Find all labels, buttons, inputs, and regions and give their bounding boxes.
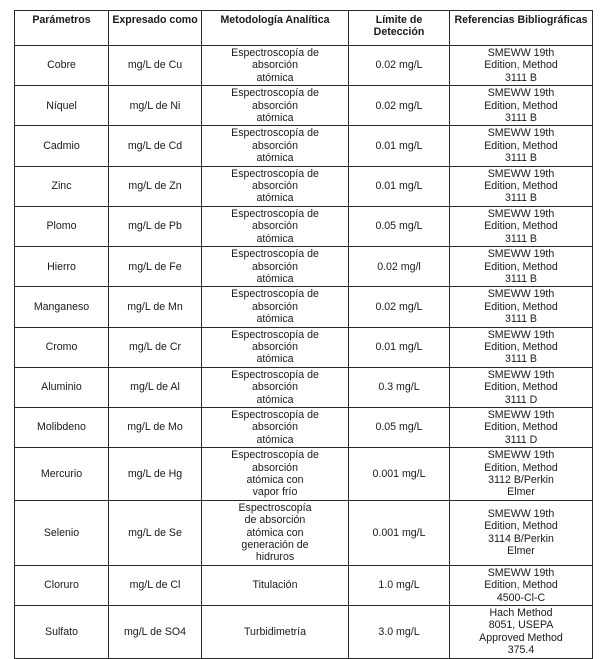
header-limite-deteccion: Límite de Detección bbox=[349, 11, 450, 46]
cell-expresado: mg/L de Mo bbox=[109, 407, 202, 447]
cell-metodologia: Espectroscopía de absorción atómica bbox=[202, 287, 349, 327]
cell-referencia: SMEWW 19th Edition, Method 3111 B bbox=[450, 166, 593, 206]
cell-metodologia: Espectroscopía de absorción atómica con vapor frío bbox=[202, 448, 349, 501]
cell-parametro: Cobre bbox=[15, 46, 109, 86]
header-expresado-como: Expresado como bbox=[109, 11, 202, 46]
cell-expresado: mg/L de Cl bbox=[109, 565, 202, 605]
cell-parametro: Níquel bbox=[15, 86, 109, 126]
header-parametros: Parámetros bbox=[15, 11, 109, 46]
table-row bbox=[15, 606, 593, 659]
cell-parametro: Molibdeno bbox=[15, 407, 109, 447]
cell-metodologia: Espectroscopía de absorción atómica bbox=[202, 86, 349, 126]
cell-expresado: mg/L de Fe bbox=[109, 247, 202, 287]
cell-limite: 0.02 mg/L bbox=[349, 86, 450, 126]
cell-limite: 0.02 mg/L bbox=[349, 287, 450, 327]
cell-parametro: Sulfato bbox=[15, 606, 109, 659]
cell-limite: 0.001 mg/L bbox=[349, 448, 450, 501]
cell-metodologia: Espectroscopía de absorción atómica bbox=[202, 407, 349, 447]
cell-limite: 0.01 mg/L bbox=[349, 327, 450, 367]
cell-metodologia: Espectroscopía de absorción atómica bbox=[202, 46, 349, 86]
table-row bbox=[15, 206, 593, 246]
cell-parametro: Aluminio bbox=[15, 367, 109, 407]
cell-expresado: mg/L de Se bbox=[109, 500, 202, 565]
cell-referencia: SMEWW 19th Edition, Method 4500-Cl-C bbox=[450, 565, 593, 605]
cell-parametro: Selenio bbox=[15, 500, 109, 565]
table-row bbox=[15, 367, 593, 407]
table-row bbox=[15, 247, 593, 287]
cell-limite: 0.05 mg/L bbox=[349, 407, 450, 447]
cell-metodologia: Espectroscopía de absorción atómica bbox=[202, 367, 349, 407]
table-header-row bbox=[15, 11, 593, 46]
cell-limite: 0.3 mg/L bbox=[349, 367, 450, 407]
table-row bbox=[15, 46, 593, 86]
cell-referencia: SMEWW 19th Edition, Method 3112 B/Perkin Elmer bbox=[450, 448, 593, 501]
cell-limite: 0.02 mg/L bbox=[349, 46, 450, 86]
cell-referencia: SMEWW 19th Edition, Method 3114 B/Perkin Elmer bbox=[450, 500, 593, 565]
cell-expresado: mg/L de Cd bbox=[109, 126, 202, 166]
cell-limite: 1.0 mg/L bbox=[349, 565, 450, 605]
cell-parametro: Cloruro bbox=[15, 565, 109, 605]
cell-expresado: mg/L de Pb bbox=[109, 206, 202, 246]
table-row bbox=[15, 86, 593, 126]
cell-referencia: SMEWW 19th Edition, Method 3111 D bbox=[450, 367, 593, 407]
cell-referencia: SMEWW 19th Edition, Method 3111 B bbox=[450, 46, 593, 86]
cell-limite: 0.01 mg/L bbox=[349, 166, 450, 206]
cell-metodologia: Turbidimetría bbox=[202, 606, 349, 659]
cell-metodologia: Espectroscopía de absorción atómica bbox=[202, 206, 349, 246]
cell-parametro: Manganeso bbox=[15, 287, 109, 327]
cell-metodologia: Espectroscopía de absorción atómica bbox=[202, 166, 349, 206]
cell-referencia: SMEWW 19th Edition, Method 3111 B bbox=[450, 206, 593, 246]
cell-expresado: mg/L de Al bbox=[109, 367, 202, 407]
cell-limite: 0.001 mg/L bbox=[349, 500, 450, 565]
table-row bbox=[15, 287, 593, 327]
table-row bbox=[15, 166, 593, 206]
document-page bbox=[14, 10, 592, 659]
cell-referencia: SMEWW 19th Edition, Method 3111 B bbox=[450, 126, 593, 166]
cell-limite: 0.05 mg/L bbox=[349, 206, 450, 246]
table-row bbox=[15, 327, 593, 367]
cell-expresado: mg/L de Hg bbox=[109, 448, 202, 501]
cell-referencia: SMEWW 19th Edition, Method 3111 D bbox=[450, 407, 593, 447]
table-row bbox=[15, 448, 593, 501]
cell-expresado: mg/L de SO4 bbox=[109, 606, 202, 659]
cell-expresado: mg/L de Ni bbox=[109, 86, 202, 126]
parameters-table bbox=[14, 10, 593, 659]
cell-limite: 0.02 mg/l bbox=[349, 247, 450, 287]
table-row bbox=[15, 500, 593, 565]
cell-limite: 3.0 mg/L bbox=[349, 606, 450, 659]
cell-metodologia: Titulación bbox=[202, 565, 349, 605]
cell-limite: 0.01 mg/L bbox=[349, 126, 450, 166]
table-row bbox=[15, 565, 593, 605]
cell-parametro: Cadmio bbox=[15, 126, 109, 166]
table-body bbox=[15, 46, 593, 659]
cell-referencia: SMEWW 19th Edition, Method 3111 B bbox=[450, 247, 593, 287]
cell-metodologia: Espectroscopía de absorción atómica bbox=[202, 126, 349, 166]
cell-expresado: mg/L de Zn bbox=[109, 166, 202, 206]
table-row bbox=[15, 407, 593, 447]
cell-metodologia: Espectroscopía de absorción atómica con generación de hidruros bbox=[202, 500, 349, 565]
header-referencias-bibliograficas: Referencias Bibliográficas bbox=[450, 11, 593, 46]
cell-parametro: Plomo bbox=[15, 206, 109, 246]
cell-metodologia: Espectroscopía de absorción atómica bbox=[202, 327, 349, 367]
cell-expresado: mg/L de Cu bbox=[109, 46, 202, 86]
cell-parametro: Hierro bbox=[15, 247, 109, 287]
header-metodologia-analitica: Metodología Analítica bbox=[202, 11, 349, 46]
cell-referencia: Hach Method 8051, USEPA Approved Method 375.4 bbox=[450, 606, 593, 659]
cell-referencia: SMEWW 19th Edition, Method 3111 B bbox=[450, 327, 593, 367]
cell-parametro: Zinc bbox=[15, 166, 109, 206]
table-row bbox=[15, 126, 593, 166]
cell-metodologia: Espectroscopía de absorción atómica bbox=[202, 247, 349, 287]
cell-parametro: Cromo bbox=[15, 327, 109, 367]
cell-expresado: mg/L de Mn bbox=[109, 287, 202, 327]
cell-referencia: SMEWW 19th Edition, Method 3111 B bbox=[450, 287, 593, 327]
cell-referencia: SMEWW 19th Edition, Method 3111 B bbox=[450, 86, 593, 126]
cell-expresado: mg/L de Cr bbox=[109, 327, 202, 367]
cell-parametro: Mercurio bbox=[15, 448, 109, 501]
